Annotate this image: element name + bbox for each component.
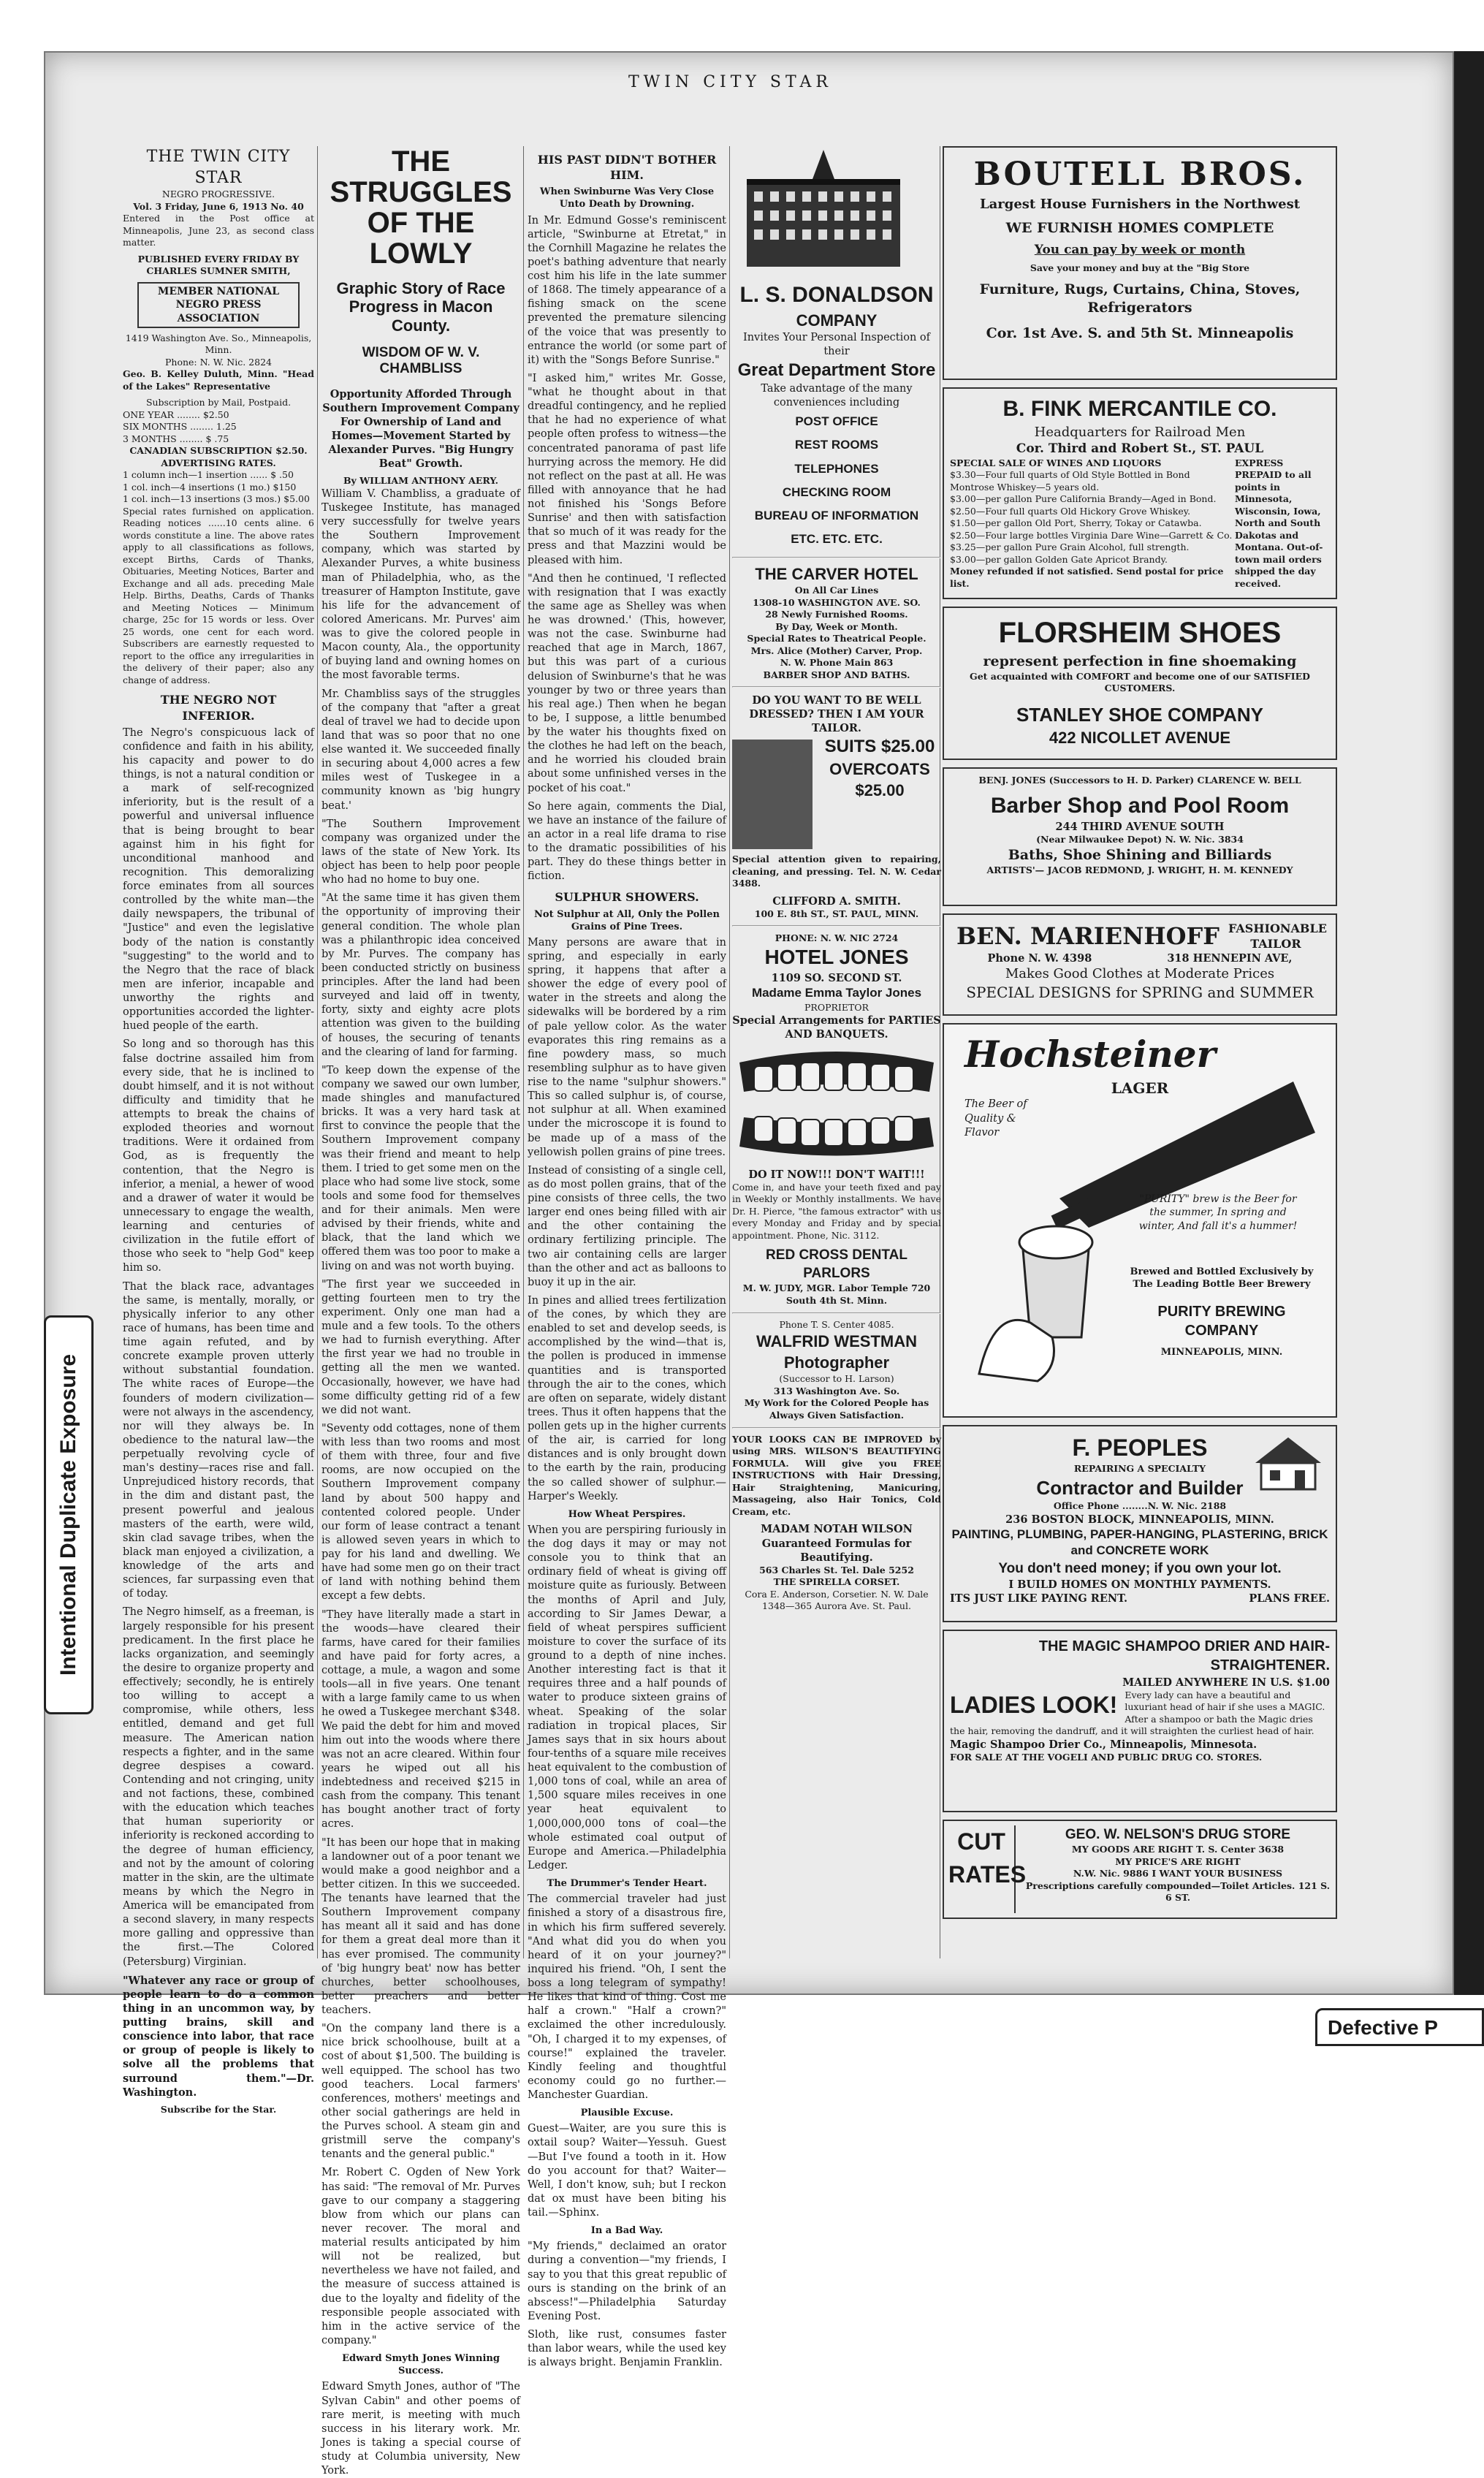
badway-text: "My friends," declaimed an orator during a convention—"my friends, I say to you that this great republic of ours is standing on the brink of an abscess!"—Philadelphia Saturday Evening Post. [528, 2241, 726, 2322]
stamp-text: Intentional Duplicate Exposure [56, 1353, 80, 1676]
hochsteiner-lager: LAGER [1111, 1079, 1169, 1097]
boutell-goods: Furniture, Rugs, Curtains, China, Stoves, Refrigerators [979, 281, 1301, 316]
purity-brewing-company: PURITY BREWING COMPANY [1157, 1304, 1286, 1339]
masthead-phone: Phone: N. W. Nic. 2824 [164, 356, 272, 368]
nelson-line: MY PRICE'S ARE RIGHT [1115, 1855, 1241, 1867]
tailor-overcoats: OVERCOATS $25.00 [829, 759, 930, 799]
carver-line: On All Car Lines [794, 585, 879, 596]
struggles-byline: By WILLIAM ANTHONY AERY. [343, 475, 499, 487]
column-5-ads [943, 146, 1337, 1980]
florsheim-name: FLORSHEIM SHOES [998, 617, 1282, 649]
sulphur-title: SULPHUR SHOWERS. [555, 890, 699, 905]
magic-company: Magic Shampoo Drier Co., Minneapolis, Minnesota. [950, 1738, 1257, 1751]
fink-item: $2.50—Four large bottles Virginia Dare Wine—Garrett & Co. [950, 529, 1233, 541]
barber-services: Baths, Shoe Shining and Billiards [1008, 846, 1272, 863]
jones-proprietor-label: PROPRIETOR [804, 1001, 869, 1013]
article-paragraph: The Negro's conspicuous lack of confidence and faith in his ability, his capacity and power to do things, is not a natural condition or a mark of self-recognized inferiority, but is the result of a powerful and universal influence that is being brought to bear against him in his fight for unconditional manhood and recognition. This demoralizing force eminates from all sources controlled by the white man—the daily newspapers, the tribunal of "Justice" and even the legislative body of the nation is constantly "suggesting" to the world and to the Negro that the race of black men are inferior, incapable and unworthy the rights and opportunities accorded the lighter-hued people of the earth. [123, 726, 314, 1033]
jones-address: 1109 SO. SECOND ST. [771, 972, 902, 985]
masthead-entered: Entered in the Post office at Minneapolis, June 23, as second class matter. [123, 213, 314, 248]
hochsteiner-purity: "PURITY" brew is the Beer for the summer, In spring and winter, And fall it's a hummer! [1138, 1193, 1298, 1232]
barber-ad [943, 767, 1337, 906]
plausible-title: Plausible Excuse. [580, 2108, 674, 2119]
drummer-text: The commercial traveler had just finished a story of a disastrous fire, in which his firm suffered severely. "And what did you do when you heard of it on your journey?" inquired his friend. "Oh, I sent the boss a long telegram of sympathy! He likes that kind of thing. Cost me half a crown." "Half a crown?" exclaimed the other incredulously. "Oh, I charged it to my expenses, of course!" explained the traveler. Kindly feeling and thoughtful economy could go no further.—Manchester Guardian. [528, 1893, 726, 2102]
cut-rates-label: CUT RATES [948, 1825, 1016, 1913]
fink-item: $3.00—per gallon Golden Gate Apricot Brandy. [950, 553, 1168, 565]
jones-name: HOTEL JONES [764, 946, 909, 969]
boutell-ad [943, 146, 1337, 380]
donaldson-item: BUREAU OF INFORMATION [754, 509, 919, 523]
struggles-subhead: Graphic Story of Race Progress in Macon County. [336, 279, 506, 335]
adv-rate: 1 col. inch—4 insertions (1 mo.) $150 [123, 481, 297, 493]
swim-title: HIS PAST DIDN'T BOTHER HIM. [537, 153, 717, 183]
fink-ad [943, 387, 1337, 599]
barber-top: BENJ. JONES (Successors to H. D. Parker) CLARENCE W. BELL [978, 775, 1301, 786]
struggles-deck: Opportunity Afforded Through Southern Improvement Company For Ownership of Land and Homes—Movement Started by Alexander Purves. "Big Hungry Beat" Growth. [322, 387, 520, 471]
stanley-address: 422 NICOLLET AVENUE [1049, 729, 1231, 748]
marienhoff-address: 318 HENNEPIN AVE, [1167, 952, 1293, 965]
florsheim-acquainted: Get acquainted with COMFORT and become one of our SATISFIED CUSTOMERS. [970, 670, 1310, 694]
barber-address: 244 THIRD AVENUE SOUTH [1055, 821, 1225, 834]
marienhoff-title: FASHIONABLE TAILOR [1228, 921, 1327, 951]
struggles-headline: THE STRUGGLES OF THE LOWLY [330, 145, 512, 270]
carver-name: THE CARVER HOTEL [755, 565, 918, 584]
article-paragraph: Mr. Robert C. Ogden of New York has said: "The removal of Mr. Purves gave to our company a staggering blow from which our plans can never recover. The moral and material results anticipated by him will not be realized, but nevertheless we have not failed, and the measure of success attained is due to the loyalty and fidelity of the responsible people associated with him in the active service of the company." [321, 2167, 520, 2346]
florsheim-ad [943, 607, 1337, 760]
swim-deck: When Swinburne Was Very Close Unto Death by Drowning. [539, 186, 715, 210]
column-3 [528, 146, 726, 2369]
corset-text: Cora E. Anderson, Corsetier. N. W. Dale 1348—365 Aurora Ave. St. Paul. [745, 1588, 929, 1612]
nelson-drug-ad [943, 1820, 1337, 1919]
boutell-sub: Largest House Furnishers in the Northwest [979, 197, 1301, 213]
advertising-head: ADVERTISING RATES. [161, 457, 276, 468]
carver-line: BARBER SHOP AND BATHS. [763, 669, 910, 680]
adv-notes: Special rates furnished on application. Reading notices ......10 cents aline. 6 words constitute a line. The above rates apply to all classifications as follows, except Births, Cards of Thanks, Obituaries, Meeting Notices, Barter and Exchange and all ads. preceding Male Help. Births, Deaths, Cards of Thanks and Meeting Notices — Minimum charge, 25c for 15 words or less. Over 25 words, one cent for each word. Subscribers are earnestly requested to report to the office any irregularities in the delivery of their paper; also any change of address. [123, 505, 314, 685]
westman-address: 313 Washington Ave. So. [773, 1385, 900, 1396]
nelson-line: Prescriptions carefully compounded—Toilet Articles. 121 S. 6 ST. [1025, 1880, 1331, 1904]
jones-phone: PHONE: N. W. NIC 2724 [775, 932, 899, 943]
struggles-subhead-2: WISDOM OF W. V. CHAMBLISS [362, 344, 480, 376]
dental-text: Come in, and have your teeth fixed and pay in Weekly or Monthly installments. We have Dr. H. Pierce, "the famous extractor" with us every Monday and Friday and by special appointment. Phone, Nic. 3112. [732, 1181, 941, 1241]
article-paragraph: "I asked him," writes Mr. Gosse, "what he thought about in that dreadful contingency, and he replied that he had no experience of what people often profess to witness—the concentrated panorama of past life hurrying across the memory. He did not reflect on the past at all. He was filled with annoyance that he had not finished his 'Songs Before Sunrise' and then with satisfaction that so much of it was ready for the press and that Mazzini would be pleased with him. [528, 372, 726, 566]
subscription-head: Subscription by Mail, Postpaid. [145, 397, 292, 408]
wilson-address: 563 Charles St. Tel. Dale 5252 [759, 1564, 914, 1576]
article-paragraph: "On the company land there is a nice brick schoolhouse, built at a cost of about $1,500. The building is well equipped. The school has two good teachers. Local farmers' conferences, mothers' meetings and other social gatherings are held in the Purves school. A steam gin and gristmill serve the company's tenants and the general public." [321, 2023, 520, 2161]
hochsteiner-brewed: Brewed and Bottled Exclusively by The Leading Bottle Beer Brewery [1130, 1266, 1314, 1291]
donaldson-item: CHECKING ROOM [782, 484, 891, 499]
duplicate-exposure-stamp [44, 1315, 94, 1714]
fink-item: $3.25—per gallon Pure Grain Alcohol, full strength. [950, 541, 1190, 553]
article-paragraph: In Mr. Edmund Gosse's reminiscent article, "Swinburne at Etretat," in the Cornhill Magazine he relates the poet's bathing adventure that nearly cost him his life in the late summer of 1868. The timely appearance of a fishing smack on the scene prevented the premature silencing of the voice that was presently to entrance the world (or some part of it) with the "Songs Before Sunrise." [528, 214, 726, 366]
peoples-services: PAINTING, PLUMBING, PAPER-HANGING, PLASTERING, BRICK and CONCRETE WORK [951, 1527, 1328, 1558]
marienhoff-name: BEN. MARIENHOFF [956, 922, 1219, 950]
peoples-title: Contractor and Builder [1036, 1476, 1244, 1499]
barber-artists: ARTISTS'— JACOB REDMOND, J. WRIGHT, H. M. KENNEDY [986, 864, 1293, 875]
boutell-tag: WE FURNISH HOMES COMPLETE [1005, 219, 1274, 236]
article-paragraph: So here again, comments the Dial, we have an instance of the failure of an actor in a real life drama to rise to the dramatic possibilities of his part. They do these things better in fiction. [528, 800, 726, 883]
marienhoff-special: SPECIAL DESIGNS for SPRING and SUMMER [966, 984, 1314, 1002]
fink-item: $3.00—per gallon Pure California Brandy—Aged in Bond. [950, 493, 1217, 505]
wilson-name: MADAM NOTAH WILSON [761, 1523, 913, 1536]
florsheim-sub: represent perfection in fine shoemaking [983, 653, 1297, 669]
article-paragraph: "The Southern Improvement company was organized under the laws of the state of New York. Its object has been to help poor people who had no home to buy one. [321, 818, 520, 886]
tailor-text: Special attention given to repairing, cleaning, and pressing. Tel. N. W. Cedar 3488. [732, 854, 941, 889]
tailor-head: DO YOU WANT TO BE WELL DRESSED? THEN I AM YOUR TAILOR. [749, 693, 924, 734]
dental-head: DO IT NOW!!! DON'T WAIT!!! [748, 1168, 925, 1181]
westman-title: Photographer [783, 1353, 890, 1372]
carver-line: 28 Newly Furnished Rooms. [765, 609, 908, 620]
wheat-title: How Wheat Perspires. [568, 1508, 686, 1520]
purity-city: MINNEAPOLIS, MINN. [1160, 1347, 1283, 1358]
magic-ladies: LADIES LOOK! [950, 1691, 1118, 1718]
carver-line: 1308-10 WASHINGTON AVE. SO. [753, 596, 921, 608]
peoples-money: You don't need money; if you own your lot. [998, 1560, 1282, 1576]
sub-rate: SIX MONTHS ........ 1.25 [123, 421, 237, 433]
magic-drier-ad [943, 1630, 1337, 1812]
member-box: MEMBER NATIONAL NEGRO PRESS ASSOCIATION [137, 282, 300, 328]
peoples-build: I BUILD HOMES ON MONTHLY PAYMENTS. [1008, 1578, 1271, 1591]
donaldson-company: COMPANY [796, 311, 878, 330]
peoples-repair: REPAIRING A SPECIALTY [1073, 1463, 1206, 1475]
tailor-portrait [732, 740, 813, 849]
article-paragraph: In pines and allied trees fertilization of the cones, by which they are enabled to set and develop seeds, is accomplished by the wind—that is, the pollen is produced in immense quantities and is transported through the air to the cones, which are often on separate, widely distant trees. Thus it often happens that the pollen gets up in the higher currents of the air, is carried for long distances and is only brought down to the earth by the rain, producing the so called shower of sulphur.—Harper's Weekly. [528, 1294, 726, 1502]
sub-rate: 3 MONTHS ........ $ .75 [123, 433, 229, 444]
donaldson-item: REST ROOMS [794, 438, 879, 452]
article-paragraph: That the black race, advantages the same, is mentally, morally, or physically inferior to any other race of humans, has been time and time again refuted, and by concrete example proven utterly without substantial foundation. The white races of Europe—the founders of modern civilization—were not always in the ascendency, nor will they always be. In obedience to the natural law—the perpetually revolving cycle of man's destiny—races rise and fall. Unprejudiced history records, that in the dim and distant past, the present powerful and jealous masters of the earth, were wild, skin clad savage tribes, when the black man enjoyed a civilization, a knowledge of the arts and sciences, far surpassing even that of today. [123, 1280, 314, 1600]
marienhoff-phone: Phone N. W. 4398 [987, 952, 1092, 965]
carver-line: Special Rates to Theatrical People. [747, 633, 926, 645]
defective-page-stamp: Defective P [1315, 2008, 1484, 2046]
peoples-name: F. PEOPLES [1072, 1434, 1208, 1461]
adv-rate: 1 column inch—1 insertion ...... $ .50 [123, 469, 294, 481]
westman-note: My Work for the Colored People has Always Given Satisfaction. [744, 1397, 929, 1421]
sub-rate: ONE YEAR ........ $2.50 [123, 408, 229, 420]
article-title: THE NEGRO NOT INFERIOR. [160, 693, 277, 723]
hochsteiner-name: Hochsteiner [964, 1033, 1216, 1076]
magic-mailed: MAILED ANYWHERE IN U.S. $1.00 [1122, 1676, 1330, 1689]
drummer-title: The Drummer's Tender Heart. [547, 1878, 707, 1890]
column-2 [321, 145, 520, 2477]
wilson-guarantee: Guaranteed Formulas for Beautifying. [761, 1537, 912, 1564]
column-rule [317, 146, 318, 1958]
fink-item: $3.30—Four full quarts of Old Style Bottled in Bond Montrose Whiskey—5 years old. [950, 469, 1190, 493]
hochsteiner-beer: The Beer of Quality & Flavor [964, 1098, 1027, 1139]
house-icon [1248, 1434, 1328, 1492]
article-paragraph: The Negro himself, as a freeman, is largely responsible for his present predicament. In the first place he lacks organization, and seemingly the desire to organize property and effectively; secondly, he is entirely too willing to accept a compromise, while others, less entitled, demand and get full measure. The American nation respects a fighter, and in the same degree despises a coward. Contending and not cringing, unity and not factions, these, combined with the education which teaches that human superiority or inferiority is reckoned according to the degree of human efficiency, and not by the amount of coloring matter in the skin, are the ultimate means by which the Negro in America will be emancipated from a second slavery, in many respects more galling and oppressive than the first.—The Colored (Petersburg) Virginian. [123, 1606, 314, 1968]
column-1 [123, 146, 314, 2115]
peoples-rent: ITS JUST LIKE PAYING RENT. [950, 1592, 1128, 1605]
subscribe-footer: Subscribe for the Star. [160, 2103, 277, 2115]
carver-line: By Day, Week or Month. [775, 620, 898, 632]
article-paragraph: So long and so thorough has this false doctrine assailed him from every side, that he is inclined to doubt himself, and it is not without difficulty and timidity that he attempts to break the chains of exploded theories and wornout traditions. Were it ordained from God, as is frequently the contention, that the Negro is inferior, a menial, a hewer of wood and a drawer of water it would be unnecessary to engage the wealth, learning and centuries of civilization in the futile effort of those who seek to "help God" keep him so. [123, 1038, 314, 1274]
carver-line: N. W. Phone Main 863 [780, 657, 894, 669]
marienhoff-tag: Makes Good Clothes at Moderate Prices [1005, 966, 1275, 982]
article-paragraph: "Seventy odd cottages, none of them with less than two rooms and most of them with three, four and five rooms, are now occupied on the Southern Improvement company land by about 500 happy and contented colored people. Under our form of lease contract a tenant is allowed seven years in which to pay for his land and dwelling. We have had some men go on their tract of land with nothing behind them except a few debts. [321, 1422, 520, 1603]
barber-near: (Near Milwaukee Depot) N. W. Nic. 3834 [1036, 834, 1244, 845]
jones-proprietor: Madame Emma Taylor Jones [751, 986, 922, 1000]
masthead-tagline: NEGRO PROGRESSIVE. [161, 189, 275, 200]
column-4-ads [732, 146, 941, 1980]
fink-name: B. FINK MERCANTILE CO. [1002, 397, 1277, 421]
franklin-quote: Sloth, like rust, consumes faster than labor wears, while the used key is always bright. Benjamin Franklin. [528, 2329, 726, 2369]
fink-sale: SPECIAL SALE OF WINES AND LIQUORS [950, 457, 1162, 468]
westman-successor: (Successor to H. Larson) [779, 1373, 894, 1385]
westman-name: WALFRID WESTMAN [756, 1332, 917, 1351]
marienhoff-ad [943, 913, 1337, 1016]
column-rule [729, 146, 730, 1958]
article-paragraph: "At the same time it has given them the opportunity of improving their general condition. The whole plan was a philanthropic idea conceived by Mr. Purves. The company has been conducted strictly on business principles. After the land had been surveyed and laid off in twenty, forty, sixty and eighty acre plots attention was given to the building of houses, the securing of tenants and the clearing of land for farming. [321, 892, 520, 1058]
article-paragraph: William V. Chambliss, a graduate of Tuskegee Institute, has managed very successfully for twelve years the Southern Improvement company, which was started by Alexander Purves, a white business man of Philadelphia, who, as the treasurer of Hampton Institute, gave his life for the advancement of colored Americans. Mr. Purves' aim was to give the colored people in Macon county, Ala., the opportunity of buying land and owning homes on the most favorable terms. [321, 487, 520, 682]
column-rule [523, 146, 524, 1958]
peoples-plans: PLANS FREE. [1249, 1592, 1330, 1605]
magic-sale: FOR SALE AT THE VOGELI AND PUBLIC DRUG CO. STORES. [950, 1752, 1263, 1763]
donaldson-item: ETC. ETC. ETC. [791, 532, 883, 547]
peoples-ad [943, 1425, 1337, 1622]
plausible-text: Guest—Waiter, are you sure this is oxtail soup? Waiter—Yessuh. Guest—But I've found a tooth in it. How do you account for that? Waiter—Well, I don't know, suh; but I reckon dat ox must have been biting his tail.—Sphinx. [528, 2123, 726, 2219]
boutell-pay: You can pay by week or month [1034, 242, 1246, 257]
nelson-line: MY GOODS ARE RIGHT T. S. Center 3638 [1071, 1844, 1285, 1855]
donaldson-name: L. S. DONALDSON [739, 283, 934, 308]
article-paragraph: Mr. Chambliss says of the struggles of the company that "after a great deal of travel we had to decide upon land that was so poor that no one else wanted it. We succeeded finally in securing about 4,000 acres a few miles west of Tuskegee in a community known as 'big hungry beat.' [321, 688, 520, 812]
teeth-illustration [732, 1048, 941, 1158]
masthead-issue: Vol. 3 Friday, June 6, 1913 No. 40 [133, 200, 304, 212]
barber-name: Barber Shop and Pool Room [990, 793, 1290, 818]
binding-edge [1454, 51, 1484, 1995]
masthead-address: 1419 Washington Ave. So., Minneapolis, Minn. [125, 332, 312, 356]
success-text: Edward Smyth Jones, author of "The Sylvan Cabin" and other poems of rare merit, is meeting with much success in his literary work. Mr. Jones is taking a special course of study at Columbia university, New York. [321, 2381, 520, 2477]
stanley-shoe-company: STANLEY SHOE COMPANY [1016, 703, 1264, 726]
department-store-illustration [732, 146, 915, 270]
article-paragraph: "The first year we succeeded in getting fourteen men to try the experiment. Only one man had a mule and a few tools. To the others we had to furnish everything. After the first year we had no trouble in getting all the men we wanted. Occasionally, however, we have had some difficulty getting rid of a few we did not want. [321, 1278, 520, 1416]
boutell-save: Save your money and buy at the "Big Store [1030, 262, 1250, 274]
success-title: Edward Smyth Jones Winning Success. [342, 2353, 500, 2377]
donaldson-invite: Invites Your Personal Inspection of their [742, 331, 931, 357]
wilson-text: YOUR LOOKS CAN BE IMPROVED by using MRS. WILSON'S BEAUTIFYING FORMULA. Will give you FREE INSTRUCTIONS with Hair Dressing, Hair Straightening, Manicuring, Massageing, also Hair Tonics, Cold Cream, etc. [732, 1433, 941, 1517]
dental-address: M. W. JUDY, MGR. Labor Temple 720 South 4th St. Minn. [742, 1282, 931, 1306]
nelson-line: N.W. Nic. 9886 I WANT YOUR BUSINESS [1073, 1868, 1283, 1880]
article-paragraph: "It has been our hope that in making a landowner out of a poor tenant we would make a good neighbor and a better citizen. In this we succeeded. The tenants have learned that the Southern Improvement company has meant all it said and has done for them a great deal more than it has ever promised. The community of 'big hungry beat' now has better churches, better schoolhouses, better preachers and better teachers. [321, 1836, 520, 2017]
dental-name: RED CROSS DENTAL PARLORS [766, 1247, 907, 1282]
donaldson-item: TELEPHONES [794, 461, 879, 476]
boutell-name: BOUTELL BROS. [973, 156, 1306, 193]
donaldson-item: POST OFFICE [795, 414, 878, 428]
corset-name: THE SPIRELLA CORSET. [773, 1576, 900, 1588]
fink-refund: Money refunded if not satisfied. Send postal for price list. [950, 566, 1224, 589]
fink-address: Cor. Third and Robert St., ST. PAUL [1016, 441, 1264, 457]
magic-text: Every lady can have a beautiful and luxuriant head of hair if she uses a MAGIC. After a shampoo or bath the Magic dries the hair, removing the dandruff, and it will straighten the curliest head of hair. [950, 1689, 1325, 1737]
fink-item: $2.50—Four full quarts Old Hickory Grove Whiskey. [950, 505, 1191, 517]
article-paragraph: "And then he continued, 'I reflected with resignation that I was exactly the same age as Shelley was when he was drowned.' (This, however, was not the case. Swinburne had reached that age in March, 1867, but this was part of a curious delusion of Swinburne's that he was younger by two or three years than his real age.) Then when he began to be, I suppose, a little benumbed by the water his thoughts fixed on the clothes he had left on the beach, and he worried his clouded brain about some unfinished verses in the pocket of his coat." [528, 572, 726, 794]
carver-line: Mrs. Alice (Mother) Carver, Prop. [750, 645, 923, 656]
wheat-text: When you are perspiring furiously in the dog days it may or may not console you to think that an ordinary field of wheat is giving off moisture quite as furiously. Between the months of April and July, according to Sir James Dewar, a field of wheat perspires sufficient moisture to cover the surface of its ground to a depth of nine inches. Another interesting fact is that it requires three and a half pounds of water to produce sixteen grains of wheat. Speaking of the solar radiation in tropical places, Sir James says that in six hours about four-tenths of a square mile receives heat equivalent to the combustion of 1,000 tons of coal, while an area of 1,500 square miles receives in one year heat equivalent to 1,000,000,000 tons of coal—the whole estimated coal output of Europe and America.—Philadelphia Ledger. [528, 1524, 726, 1871]
canadian-subscription: CANADIAN SUBSCRIPTION $2.50. [129, 445, 308, 457]
masthead-title: THE TWIN CITY STAR [146, 148, 291, 188]
article-paragraph: "They have literally made a start in the woods—have cleared their farms, have cared for their families and have paid for forty acres, a cottage, a mule, a wagon and some tools—all in five years. One tenant with a large family came to us when he owed a Tuskegee merchant $348. We paid the debt for him and moved him out into the woods where there was not an acre cleared. Within four years he wiped out all his indebtedness and received $215 in cash from the company. This tenant has bought another tract of forty acres. [321, 1608, 520, 1831]
tailor-name: CLIFFORD A. SMITH. [772, 894, 901, 908]
nelson-name: GEO. W. NELSON'S DRUG STORE [1065, 1827, 1291, 1842]
peoples-address: 236 BOSTON BLOCK, MINNEAPOLIS, MINN. [1005, 1513, 1274, 1526]
page-folio: TWIN CITY STAR [628, 73, 832, 91]
fink-express: EXPRESS PREPAID to all points in Minnesota, Wisconsin, Iowa, North and South Dakotas and Montana. Out-of-town mail orders shipped the day received. [1235, 457, 1323, 589]
fink-item: $1.50—per gallon Old Port, Sherry, Tokay or Catawba. [950, 517, 1202, 529]
badway-title: In a Bad Way. [590, 2225, 663, 2237]
peoples-phone: Office Phone ........N. W. Nic. 2188 [1053, 1500, 1227, 1512]
donaldson-store: Great Department Store [737, 360, 936, 380]
boutell-address: Cor. 1st Ave. S. and 5th St. Minneapolis [986, 325, 1294, 341]
sulphur-deck: Not Sulphur at All, Only the Pollen Grains of Pine Trees. [534, 908, 720, 932]
donaldson-conveniences: Take advantage of the many conveniences including [761, 382, 913, 408]
masthead-published: PUBLISHED EVERY FRIDAY BY CHARLES SUMNER SMITH, [137, 253, 300, 277]
article-paragraph: Instead of consisting of a single cell, as do most pollen grains, that of the pine consists of three cells, the two larger end ones being filled with air and the other containing the ordinary fertilizing principle. The two air containing cells are larger than the other and act as balloons to buoy it up in the air. [528, 1164, 726, 1288]
adv-rate: 1 col. inch—13 insertions (3 mos.) $5.00 [123, 493, 310, 505]
westman-phone: Phone T. S. Center 4085. [779, 1318, 894, 1330]
magic-name: THE MAGIC SHAMPOO DRIER AND HAIR-STRAIGHTENER. [1038, 1638, 1330, 1674]
jones-special: Special Arrangements for PARTIES AND BANQUETS. [732, 1014, 941, 1041]
tailor-suits: SUITS $25.00 [824, 737, 935, 757]
masthead-rep: Geo. B. Kelley Duluth, Minn. "Head of the Lakes" Representative [123, 368, 314, 392]
hochsteiner-ad [943, 1023, 1337, 1418]
tailor-address: 100 E. 8th ST., ST. PAUL, MINN. [754, 908, 919, 919]
article-paragraph: "To keep down the expense of the company we sawed our own lumber, made shingles and manufactured bricks. It was a very hard task at first to convince the people that the Southern Improvement company was their friend and meant to help them. I tried to get some men on the place who had some live stock, some tools and some food for themselves and for their animals. Men were advised by their friends, white and black, that the land which we offered them was too poor to make a living on and was not worth buying. [321, 1064, 520, 1272]
fink-sub: Headquarters for Railroad Men [1034, 424, 1246, 440]
article-quote: "Whatever any race or group of people learn to do a common thing in an uncommon way, by putting brains, skill and conscience into labor, that race or group of people is likely to solve all the problems that surround them."—Dr. Washington. [123, 1974, 314, 2099]
article-paragraph: Many persons are aware that in spring, and especially in early spring, it happens that after a shower the edge of every pool of water in the streets and along the sidewalks will be bordered by a rim of pale yellow color. As the water evaporates this ring remains as a fine powdery mass, so much resembling sulphur as to have given rise to the name "sulphur showers." This so called sulphur is, of course, not sulphur at all. When examined under the microscope it is found to be made up of a mass of the yellowish pollen grains of pine trees. [528, 936, 726, 1158]
